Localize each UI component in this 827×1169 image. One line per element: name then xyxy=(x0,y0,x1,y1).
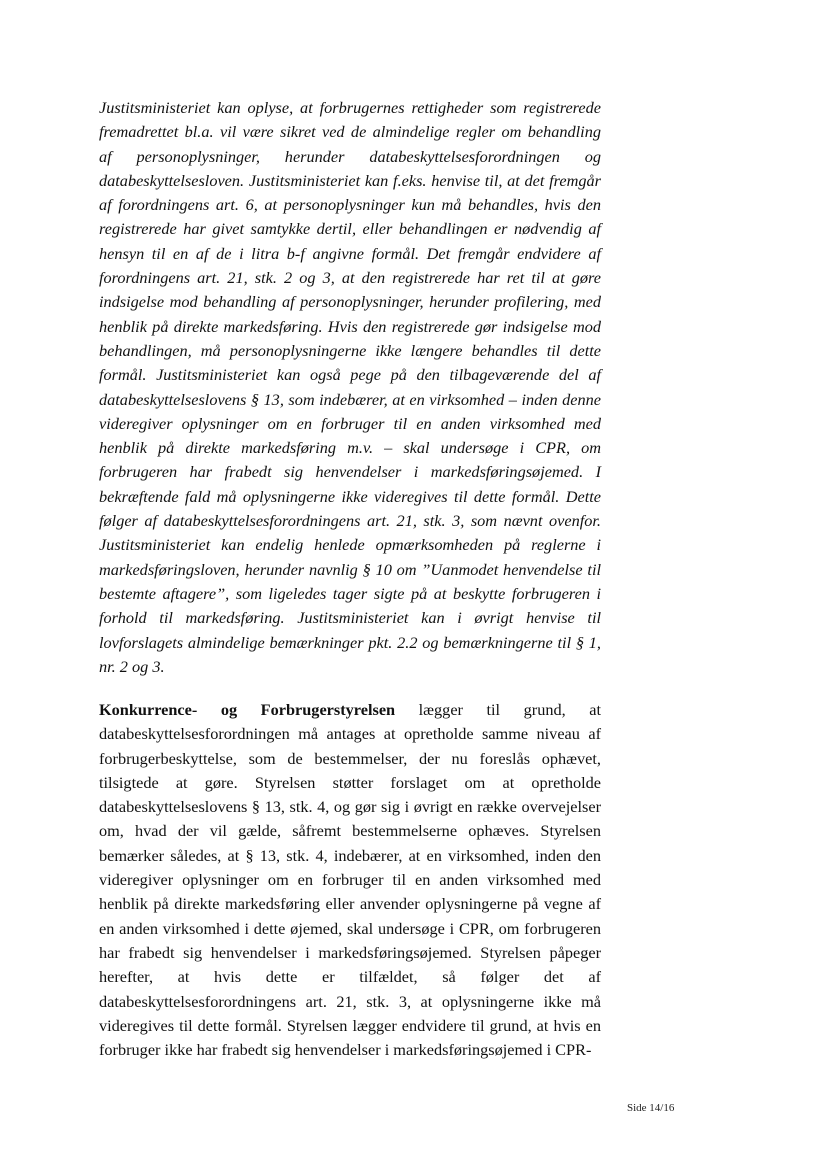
text-line: bekræftende fald må oplysningerne ikke videregives til dette formål. Dette xyxy=(99,486,601,506)
text-line: formål. Justitsministeriet kan også pege på den tilbageværende del af xyxy=(99,365,601,385)
text-line: databeskyttelseslovens § 13, som indebærer, at en virksomhed – inden denne xyxy=(99,389,601,409)
text-line: om, hvad der vil gælde, såfremt bestemmelserne ophæves. Styrelsen xyxy=(99,821,601,841)
paragraph-justitsministeriet xyxy=(99,96,601,679)
text-line: forbrugeren har frabedt sig henvendelser i markedsføringsøjemed. I xyxy=(99,462,601,482)
text-line: Justitsministeriet kan endelig henlede opmærksomheden på reglerne i xyxy=(99,535,601,555)
text-line: behandlingen, må personoplysningerne ikke længere behandles til dette xyxy=(99,340,601,360)
text-line: registrerede har givet samtykke dertil, eller behandlingen er nødvendig af xyxy=(99,219,601,239)
text-line: hensyn til en af de i litra b-f angivne formål. Det fremgår endvidere af xyxy=(99,243,601,263)
paragraph-first-line xyxy=(99,698,601,722)
text-line: henblik på direkte markedsføring eller anvender oplysningerne på vegne af xyxy=(99,894,601,914)
text-line: forhold til markedsføring. Justitsministeriet kan i øvrigt henvise til xyxy=(99,608,601,628)
lead-organization-name: Konkurrence- og Forbrugerstyrelsen xyxy=(99,700,396,719)
text-line: henblik på direkte markedsføring. Hvis den registrerede gør indsigelse mod xyxy=(99,316,601,336)
text-line: lovforslagets almindelige bemærkninger pkt. 2.2 og bemærkningerne til § 1, xyxy=(99,632,601,652)
text-line: af personoplysninger, herunder databeskyttelsesforordningen og xyxy=(99,146,601,166)
text-line: databeskyttelseslovens § 13, stk. 4, og gør sig i øvrigt en række overvejelser xyxy=(99,797,601,817)
text-line: forbruger ikke har frabedt sig henvendelser i markedsføringsøjemed i CPR- xyxy=(99,1040,592,1060)
text-line: databeskyttelsesforordningens art. 21, stk. 3, at oplysningerne ikke må xyxy=(99,991,601,1011)
text-line: forbrugerbeskyttelse, som de bestemmelser, der nu foreslås ophævet, xyxy=(99,748,601,768)
text-line: databeskyttelsesloven. Justitsministeriet kan f.eks. henvise til, at det fremgår xyxy=(99,170,601,190)
text-line: en anden virksomhed i dette øjemed, skal undersøge i CPR, om forbrugeren xyxy=(99,918,601,938)
text-line: bemærker således, at § 13, stk. 4, indebærer, at en virksomhed, inden den xyxy=(99,845,601,865)
text-line: indsigelse mod behandling af personoplysninger, herunder profilering, med xyxy=(99,292,601,312)
text-line: forordningens art. 21, stk. 2 og 3, at den registrerede har ret til at gøre xyxy=(99,268,601,288)
text-line: Justitsministeriet kan oplyse, at forbrugernes rettigheder som registrerede xyxy=(99,98,601,117)
text-line: videregiver oplysninger om en forbruger til en anden virksomhed med xyxy=(99,870,601,890)
page-number: Side 14/16 xyxy=(627,1102,675,1114)
text-line: nr. 2 og 3. xyxy=(99,656,165,676)
text-line: videregiver oplysninger om en forbruger til en anden virksomhed med xyxy=(99,413,601,433)
text-line: videregives til dette formål. Styrelsen lægger endvidere til grund, at hvis en xyxy=(99,1015,601,1035)
paragraph-konkurrence-forbrugerstyrelsen xyxy=(99,698,601,1062)
text-line: fremadrettet bl.a. vil være sikret ved de almindelige regler om behandling xyxy=(99,122,601,142)
text-line: bestemte aftagere”, som ligeledes tager sigte på at beskytte forbrugeren i xyxy=(99,583,601,603)
text-line: markedsføringsloven, herunder navnlig § 10 om ”Uanmodet henvendelse til xyxy=(99,559,601,579)
text-line: databeskyttelsesforordningen må antages at opretholde samme niveau af xyxy=(99,724,601,744)
text-line: følger af databeskyttelsesforordningens art. 21, stk. 3, som nævnt ovenfor. xyxy=(99,511,601,531)
text-line: tilsigtede at gøre. Styrelsen støtter forslaget om at opretholde xyxy=(99,772,601,792)
text-line: herefter, at hvis dette er tilfældet, så følger det af xyxy=(99,967,601,987)
text-line: henblik på direkte markedsføring m.v. – skal undersøge i CPR, om xyxy=(99,438,601,458)
text-line: af forordningens art. 6, at personoplysninger kun må behandles, hvis den xyxy=(99,195,601,215)
first-line-rest: lægger til grund, at xyxy=(418,700,601,719)
text-line: har frabedt sig henvendelser i markedsføringsøjemed. Styrelsen påpeger xyxy=(99,942,601,962)
